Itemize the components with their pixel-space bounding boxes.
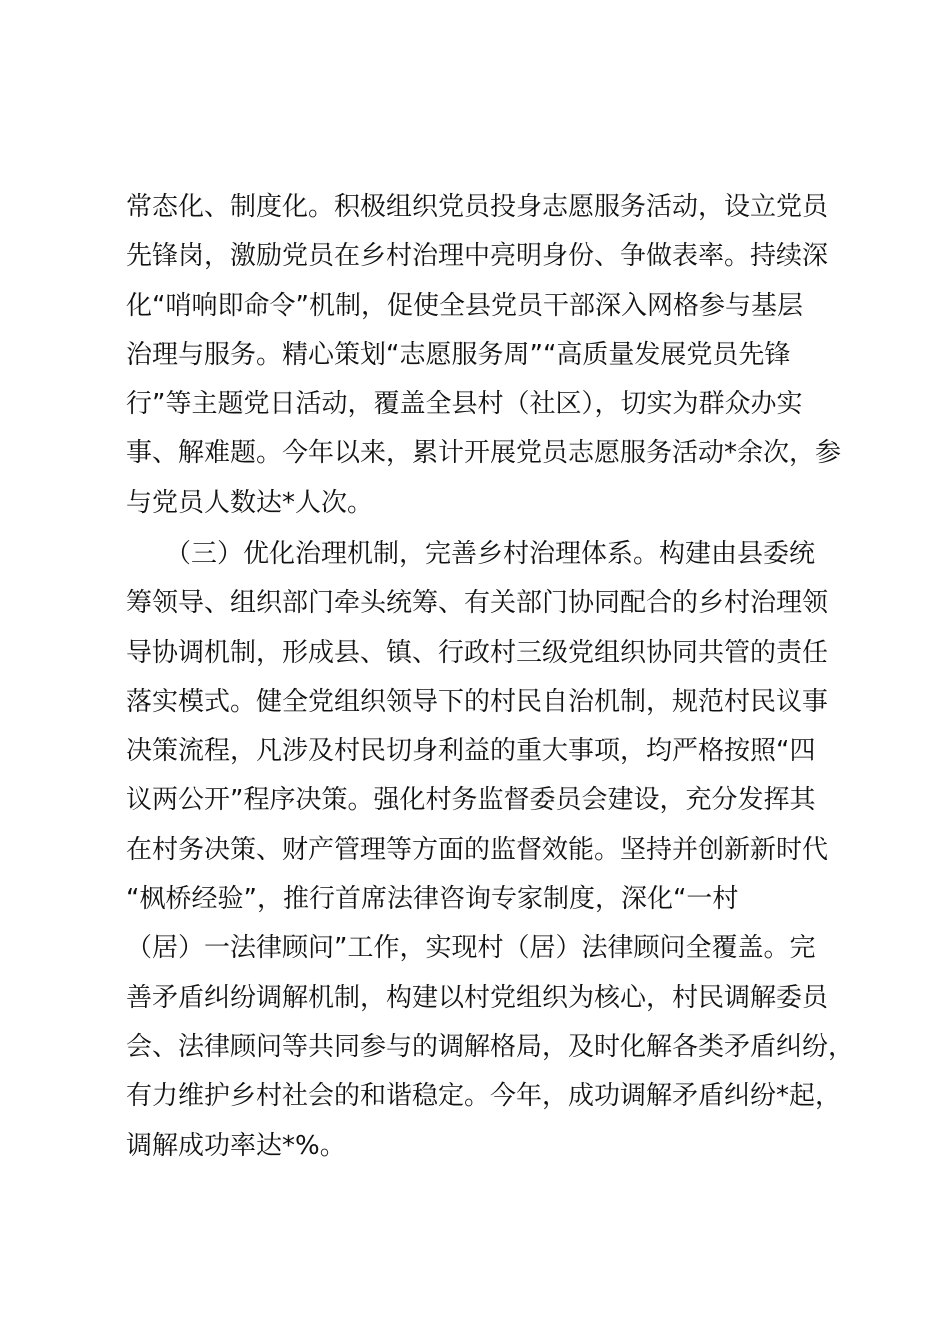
text-line: 事、解难题。今年以来，累计开展党员志愿服务活动*余次，参	[126, 438, 842, 469]
text-line: 化“哨响即命令”机制，促使全县党员干部深入网格参与基层	[126, 290, 803, 321]
text-line: 会、法律顾问等共同参与的调解格局，及时化解各类矛盾纠纷，	[126, 1031, 855, 1062]
text-line: 与党员人数达*人次。	[126, 487, 374, 518]
text-line: 治理与服务。精心策划“志愿服务周”“高质量发展党员先锋	[126, 339, 791, 370]
text-line: 决策流程，凡涉及村民切身利益的重大事项，均严格按照“四	[126, 736, 816, 767]
text-line: 有力维护乡村社会的和谐稳定。今年，成功调解矛盾纠纷*起，	[126, 1081, 842, 1112]
text-line: 调解成功率达*%。	[126, 1130, 346, 1161]
section-heading-line: （三）优化治理机制，完善乡村治理体系。构建由县委统	[126, 539, 816, 569]
text-line: “枫桥经验”，推行首席法律咨询专家制度，深化“一村	[126, 884, 739, 915]
text-line: 常态化、制度化。积极组织党员投身志愿服务活动，设立党员	[126, 192, 829, 222]
paragraph-governance-mechanism	[126, 530, 855, 1171]
text-line: 筹领导、组织部门牵头统筹、有关部门协同配合的乡村治理领	[126, 588, 829, 619]
text-line: 在村务决策、财产管理等方面的监督效能。坚持并创新新时代	[126, 834, 829, 865]
text-line: 导协调机制，形成县、镇、行政村三级党组织协同共管的责任	[126, 637, 829, 668]
text-line: 议两公开”程序决策。强化村务监督委员会建设，充分发挥其	[126, 785, 816, 816]
text-line: 先锋岗，激励党员在乡村治理中亮明身份、争做表率。持续深	[126, 241, 829, 272]
paragraph-volunteer-service	[126, 183, 846, 528]
text-line: 善矛盾纠纷调解机制，构建以村党组织为核心，村民调解委员	[126, 982, 829, 1013]
text-line: 行”等主题党日活动，覆盖全县村（社区），切实为群众办实	[126, 389, 803, 420]
text-line: （居）一法律顾问”工作，实现村（居）法律顾问全覆盖。完	[126, 933, 816, 964]
text-line: 落实模式。健全党组织领导下的村民自治机制，规范村民议事	[126, 686, 829, 717]
